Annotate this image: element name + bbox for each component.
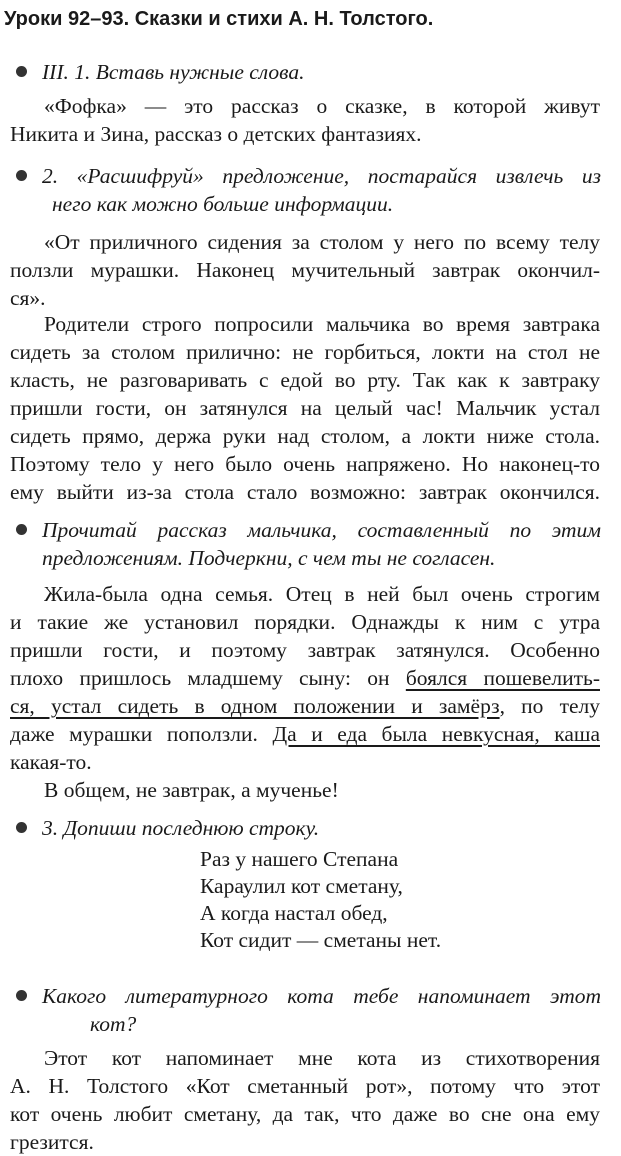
decoded-line: класть, не разговаривать с едой во рту. Так как к завтраку bbox=[10, 368, 600, 392]
answer-1-line: Никита и Зина, рассказ о детских фантазиях. bbox=[10, 122, 422, 146]
story-text: даже мурашки поползли. bbox=[10, 722, 273, 746]
task-3-line: предложениям. Подчеркни, с чем ты не согласен. bbox=[42, 546, 496, 570]
poem-line: Кот сидит — сметаны нет. bbox=[200, 928, 442, 952]
task-4 bbox=[16, 814, 601, 842]
bullet-icon bbox=[16, 822, 27, 833]
task-1-text: III. 1. Вставь нужные слова. bbox=[42, 60, 305, 84]
bullet-icon bbox=[16, 990, 27, 1001]
task-4-text: 3. Допиши последнюю строку. bbox=[42, 816, 320, 840]
answer-5 bbox=[10, 1044, 600, 1156]
poem-line: Караулил кот сметану, bbox=[200, 874, 403, 898]
task-3-text bbox=[16, 516, 601, 572]
underlined-text: Да и еда была невкусная, каша bbox=[272, 722, 600, 746]
task-5-line: Какого литературного кота тебе напоминает этот bbox=[42, 984, 601, 1008]
decoded-line: ему выйти из-за стола стало возможно: завтрак окончился. bbox=[10, 480, 600, 504]
bullet-icon bbox=[16, 66, 27, 77]
answer-1 bbox=[10, 92, 600, 148]
quote bbox=[10, 228, 600, 312]
story bbox=[10, 580, 600, 804]
bullet-icon bbox=[16, 524, 27, 535]
task-2-text bbox=[16, 162, 601, 218]
bullet-icon bbox=[16, 170, 27, 181]
answer-5-line: Этот кот напоминает мне кота из стихотворения bbox=[44, 1046, 600, 1070]
decoded-text bbox=[10, 310, 600, 506]
story-line: какая-то. bbox=[10, 750, 92, 774]
story-line: и такие же установил порядки. Однажды к ним с утра bbox=[10, 610, 600, 634]
task-2 bbox=[16, 162, 601, 218]
quote-line: ползли мурашки. Наконец мучительный завтрак окончил- bbox=[10, 258, 600, 282]
quote-line: «От приличного сидения за столом у него по всему телу bbox=[44, 230, 600, 254]
story-line bbox=[10, 720, 600, 748]
task-5-line: кот? bbox=[90, 1012, 137, 1036]
answer-1-line: «Фофка» — это рассказ о сказке, в которой живут bbox=[44, 94, 600, 118]
page-title: Уроки 92–93. Сказки и стихи А. Н. Толстого. bbox=[4, 8, 434, 30]
answer-5-line: кот очень любит сметану, да так, что даже во сне она ему bbox=[10, 1102, 600, 1126]
poem-line: А когда настал обед, bbox=[200, 901, 388, 925]
task-5 bbox=[16, 982, 601, 1038]
story-text: плохо пришлось младшему сыну: он bbox=[10, 666, 406, 690]
poem-line: Раз у нашего Степана bbox=[200, 847, 399, 871]
decoded-line: Поэтому тело у него было очень напряжено. Но наконец-то bbox=[10, 452, 600, 476]
decoded-line: пришли гости, он затянулся на целый час! Мальчик устал bbox=[10, 396, 600, 420]
underlined-text: ся, устал сидеть в одном положении и замёрз bbox=[10, 694, 500, 718]
underlined-text: боялся пошевелить- bbox=[405, 666, 600, 690]
decoded-line: Родители строго попросили мальчика во время завтрака bbox=[44, 312, 600, 336]
story-line bbox=[10, 692, 600, 720]
quote-line: ся». bbox=[10, 286, 46, 310]
story-end: В общем, не завтрак, а мученье! bbox=[44, 778, 339, 802]
decoded-line: сидеть прямо, держа руки над столом, а локти ниже стола. bbox=[10, 424, 600, 448]
decoded-line: сидеть за столом прилично: не горбиться, локти на стол не bbox=[10, 340, 600, 364]
poem bbox=[200, 846, 441, 954]
story-line: Жила-была одна семья. Отец в ней был очень строгим bbox=[44, 582, 600, 606]
story-line bbox=[10, 664, 600, 692]
task-2-line: 2. «Расшифруй» предложение, постарайся извлечь из bbox=[42, 164, 601, 188]
story-text: , по телу bbox=[499, 694, 600, 718]
task-3-line: Прочитай рассказ мальчика, составленный по этим bbox=[42, 518, 601, 542]
task-2-line: него как можно больше информации. bbox=[52, 192, 394, 216]
task-1 bbox=[16, 58, 601, 86]
task-3 bbox=[16, 516, 601, 572]
story-line: пришли гости, и поэтому завтрак затянулся. Особенно bbox=[10, 638, 600, 662]
answer-5-line: А. Н. Толстого «Кот сметанный рот», потому что этот bbox=[10, 1074, 600, 1098]
answer-5-line: грезится. bbox=[10, 1130, 94, 1154]
task-5-text bbox=[16, 982, 601, 1038]
